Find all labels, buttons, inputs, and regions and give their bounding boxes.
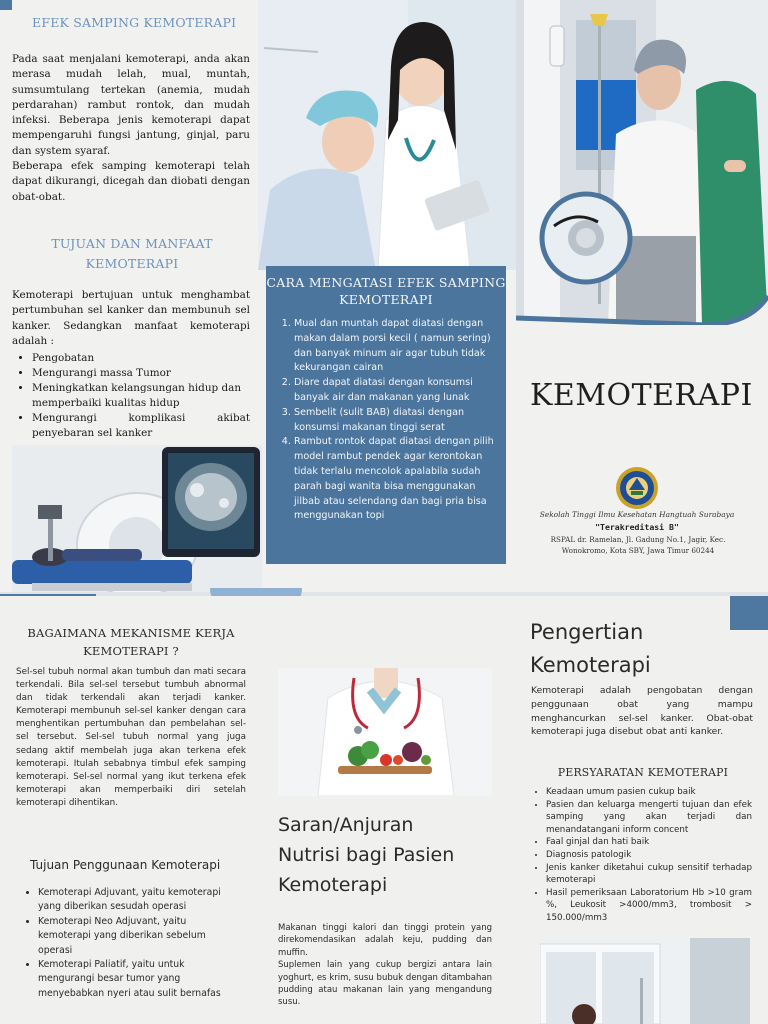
brochure-inner-side (0, 596, 768, 1024)
institution-name: Sekolah Tinggi Ilmu Kesehatan Hangtuah Surabaya (539, 510, 735, 519)
nutrisi-title-line: Kemoterapi (278, 874, 388, 896)
list-item: • Diagnosis patologik (546, 849, 752, 862)
list-item: • Kemoterapi Neo Adjuvant, yaitu kemoterapi yang diberikan sebelum operasi (38, 915, 242, 958)
cara-mengatasi-list (284, 317, 496, 524)
accreditation-label: "Terakreditasi B" (595, 522, 679, 532)
list-item: • Jenis kanker diketahui cukup sensitif terhadap kemoterapi (546, 862, 752, 887)
nutrisi-title (278, 810, 498, 900)
list-item: • Hasil pemeriksaan Laboratorium Hb >10 gram %, Leukosit >4000/mm3, trombosit > 150.000/mm3 (546, 887, 752, 925)
tujuan-manfaat-section (12, 288, 250, 441)
list-item: • Pasien dan keluarga mengerti tujuan dan efek samping yang akan terjadi dan menandatangani inform concent (546, 799, 752, 837)
pengertian-title-line: Pengertian (530, 620, 644, 644)
pengertian-text: Kemoterapi adalah pengobatan dengan penggunaan obat yang mampu menghancurkan sel-sel kanker. Obat-obat kemoterapi juga disebut obat anti kanker. (531, 685, 753, 738)
list-item: 4. Rambut rontok dapat diatasi dengan pilih model rambut pendek agar kerontokan tidak terlalu mencolok apalabila sudah parah bagi wanita bisa menggunakan jilbab atau selendang dan bagi pria bisa menggunakan topi (294, 435, 496, 524)
efek-samping-text: Pada saat menjalani kemoterapi, anda akan merasa mudah lelah, mual, muntah, sumsumtulang tertekan (anemia, mudah perdarahan) rambut rontok, dan mudah infeksi. Beberapa jenis kemoterapi dapat mempengaruhi fungsi jantung, ginjal, paru dan system syaraf. (12, 53, 250, 157)
mekanisme-title: BAGAIMANA MEKANISME KERJA KEMOTERAPI ? (27, 626, 235, 658)
pengertian-title (530, 616, 651, 682)
corner-tab (730, 596, 768, 630)
list-item: • Pengobatan (32, 351, 250, 366)
hospital-room-photo (540, 938, 750, 1024)
list-item: • Kemoterapi Adjuvant, yaitu kemoterapi yang diberikan sesudah operasi (38, 886, 242, 915)
tujuan-penggunaan-list (20, 886, 242, 1001)
doctor-patient-photo (258, 0, 516, 270)
efek-samping-title: EFEK SAMPING KEMOTERAPI (32, 15, 237, 30)
tujuan-penggunaan-title: Tujuan Penggunaan Kemoterapi (30, 858, 221, 872)
nutrisi-text: Makanan tinggi kalori dan tinggi protein yang direkomendasikan adalah keju, pudding dan muffin. (278, 923, 492, 958)
nutrisi-section (278, 922, 492, 1009)
manfaat-list (12, 351, 250, 441)
list-item: • Mengurangi komplikasi akibat penyebaran sel kanker (32, 411, 250, 441)
cover-title: KEMOTERAPI (530, 378, 753, 413)
list-item: 1. Mual dan muntah dapat diatasi dengan makan dalam porsi kecil ( namun sering) dan banyak minum air agar tubuh tidak kekurangan cairan (294, 317, 496, 376)
cara-mengatasi-box (266, 266, 506, 564)
efek-samping-section (12, 52, 250, 205)
cara-mengatasi-title: CARA MENGATASI EFEK SAMPING KEMOTERAPI (266, 275, 506, 307)
persyaratan-list (532, 786, 752, 925)
cover-photo (516, 0, 768, 325)
nutrisi-title-line: Nutrisi bagi Pasien (278, 844, 455, 866)
nutrisi-text-2: Suplemen lain yang cukup bergizi antara lain yoghurt, es krim, susu bubuk dengan ditambahan pudding atau makanan lain yang mengandung susu. (278, 960, 492, 1008)
mekanisme-text: Sel-sel tubuh normal akan tumbuh dan mati secara terkendali. Bila sel-sel tersebut tumbuh abnormal dan tidak terkendali akan terjadi kanker. Kemoterapi membunuh sel-sel kanker dengan cara menghentikan pertumbuhan dan pembelahan sel-sel tersebut. Sel-sel tubuh normal yang juga sedang aktif membelah juga akan terkena efek kemoterapi. Itulah sebabnya timbul efek samping kemoterapi. Sel-sel normal yang ikut terkena efek kemoterapi akan memperbaiki diri setelah kemoterapi dihentikan. (16, 667, 246, 808)
nutrisi-title-line: Saran/Anjuran (278, 814, 414, 836)
list-item: 3. Sembelit (sulit BAB) diatasi dengan konsumsi makanan tinggi serat (294, 406, 496, 436)
persyaratan-title: PERSYARATAN KEMOTERAPI (557, 766, 729, 779)
nutrition-doctor-photo (278, 668, 492, 796)
corner-tab (0, 0, 12, 10)
tujuan-text: Kemoterapi bertujuan untuk menghambat pertumbuhan sel kanker dan membunuh sel kanker. Sedangkan manfaat kemoterapi adalah : (12, 289, 250, 347)
institution-logo (615, 466, 659, 510)
tujuan-manfaat-title: TUJUAN DAN MANFAAT KEMOTERAPI (51, 236, 213, 271)
pengertian-title-line: Kemoterapi (530, 653, 651, 677)
ct-scan-image (12, 445, 262, 595)
list-item: • Keadaan umum pasien cukup baik (546, 786, 752, 799)
list-item: 2. Diare dapat diatasi dengan konsumsi banyak air dan makanan yang lunak (294, 376, 496, 406)
efek-samping-text-2: Beberapa efek samping kemoterapi telah dapat dikurangi, dicegah dan diobati dengan obat-obat. (12, 160, 250, 203)
institution-address: RSPAL dr. Ramelan, Jl. Gadung No.1, Jagir, Kec. Wonokromo, Kota SBY, Jawa Timur 60244 (550, 535, 726, 555)
list-item: • Kemoterapi Paliatif, yaitu untuk mengurangi besar tumor yang menyebabkan nyeri atau sulit bernafas (38, 958, 242, 1001)
list-item: • Meningkatkan kelangsungan hidup dan memperbaiki kualitas hidup (32, 381, 250, 411)
list-item: • Faal ginjal dan hati baik (546, 836, 752, 849)
list-item: • Mengurangi massa Tumor (32, 366, 250, 381)
